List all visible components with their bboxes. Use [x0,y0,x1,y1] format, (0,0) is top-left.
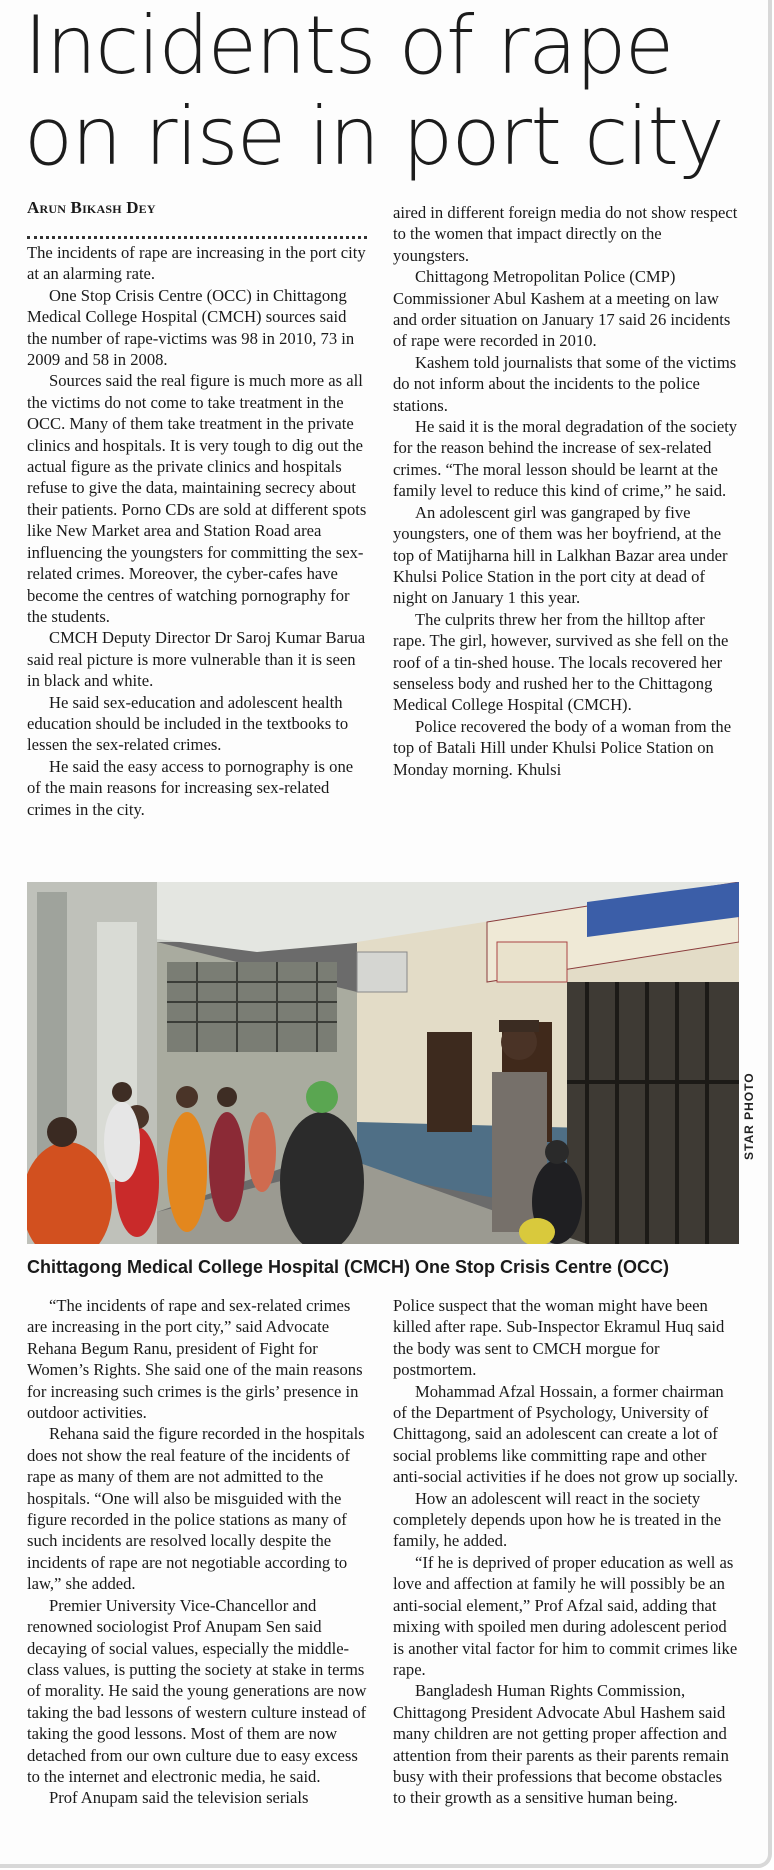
article-column-4 [393,1295,738,1809]
byline-divider [27,228,367,239]
paragraph: Chittagong Metropolitan Police (CMP) Commissioner Abul Kashem at a meeting on law and order situation on January 17 said 26 incidents of rape were recorded in 2010. [393,267,731,351]
headline-line-1: Incidents of rape [24,0,673,92]
article-column-3 [27,1295,372,1809]
paragraph: He said the easy access to pornography is one of the main reasons for increasing sex-related crimes in the city. [27,756,354,819]
paragraph: “The incidents of rape and sex-related crimes are increasing in the port city,” said Advocate Rehana Begum Ranu, president of Fight for Women’s Rights. She said one of the main reasons for increasing such crimes is the girls’ presence in outdoor activities. [27,1296,363,1423]
paragraph: Kashem told journalists that some of the victims do not inform about the incidents to the police stations. [393,352,737,415]
article-column-1 [27,242,367,820]
paragraph: He said sex-education and adolescent health education should be included in the textbooks to lessen the sex-related crimes. [27,692,349,755]
photo-caption: Chittagong Medical College Hospital (CMCH) One Stop Crisis Centre (OCC) [27,1257,670,1277]
photo-illustration [27,882,739,1244]
paragraph: Police recovered the body of a woman from the top of Batali Hill under Khulsi Police Station on Monday morning. Khulsi [393,716,732,779]
photo-credit: STAR PHOTO [742,1072,756,1160]
paragraph: Sources said the real figure is much more as all the victims do not come to take treatment in the OCC. Many of them take treatment in the private clinics and hospitals. It is very tough to dig out the actual figure as the private clinics and hospitals refuse to give the data, maintaining secrecy about their patients. Porno CDs are sold at different spots like New Market area and Station Road area influencing the youngsters for committing the sex-related crimes. Moreover, the cyber-cafes have become the centres of watching pornography for the students. [27,371,367,626]
article-column-2 [393,202,738,780]
paragraph: “If he is deprived of proper education as well as love and affection at family he will possibly be an anti-social element,” Prof Afzal said, adding that mixing with spoiled men during adolescent period is another vital factor for him to commit crimes like rape. [393,1552,738,1679]
paragraph: An adolescent girl was gangraped by five youngsters, one of them was her boyfriend, at the top of Matijharna hill in Lalkhan Bazar area under Khulsi Police Station in the port city at dead of night on January 1 this year. [393,502,728,608]
paragraph: One Stop Crisis Centre (OCC) in Chittagong Medical College Hospital (CMCH) sources said the number of rape-victims was 98 in 2010, 73 in 2009 and 58 in 2008. [27,285,355,370]
headline-line-2: on rise in port city [24,90,724,183]
paragraph: Police suspect that the woman might have been killed after rape. Sub-Inspector Ekramul Huq said the body was sent to CMCH morgue for postmortem. [393,1296,725,1380]
headline [24,0,754,182]
paragraph: Bangladesh Human Rights Commission, Chittagong President Advocate Abul Hashem said many children are not getting proper affection and attention from their parents as their parents remain busy with their professions that become obstacles to their growth as a sensitive human being. [393,1681,729,1808]
paragraph: How an adolescent will react in the society completely depends upon how he is treated in the family, he added. [393,1488,722,1551]
hospital-corridor-photo [27,882,739,1244]
paragraph: He said it is the moral degradation of the society for the reason behind the increase of sex-related crimes. “The moral lesson should be learnt at the family level to reduce this kind of crime,” he said. [393,417,738,501]
paragraph: The incidents of rape are increasing in the port city at an alarming rate. [27,243,366,284]
paragraph: Mohammad Afzal Hossain, a former chairman of the Department of Psychology, University of Chittagong, said an adolescent can create a lot of social problems like committing rape and other anti-social activities if he does not grow up socially. [393,1381,739,1487]
paragraph: CMCH Deputy Director Dr Saroj Kumar Barua said real picture is more vulnerable than it is seen in black and white. [27,628,366,691]
paragraph: Rehana said the figure recorded in the hospitals does not show the real feature of the incidents of rape as many of them are not admitted to the hospitals. “One will also be misguided with the figure recorded in the police stations as many of such incidents are resolved locally despite the incidents of rape are not negotiable according to law,” she added. [27,1424,365,1594]
paragraph: Premier University Vice-Chancellor and renowned sociologist Prof Anupam Sen said decaying of social values, especially the middle-class values, is putting the society at stake in terms of morality. He said the young generations are now taking the bad lessons of western culture instead of taking the good lessons. Most of them are now detached from our own culture due to easy excess to the internet and electronic media, he said. [27,1595,367,1786]
paragraph: aired in different foreign media do not show respect to the women that impact directly on the youngsters. [393,203,738,265]
paragraph: The culprits threw her from the hilltop after rape. The girl, however, survived as she fell on the roof of a tin-shed house. The locals recovered her senseless body and rushed her to the Chittagong Medical College Hospital (CMCH). [393,609,729,715]
byline: Arun Bikash Dey [27,198,156,217]
paragraph: Prof Anupam said the television serials [49,1788,309,1808]
